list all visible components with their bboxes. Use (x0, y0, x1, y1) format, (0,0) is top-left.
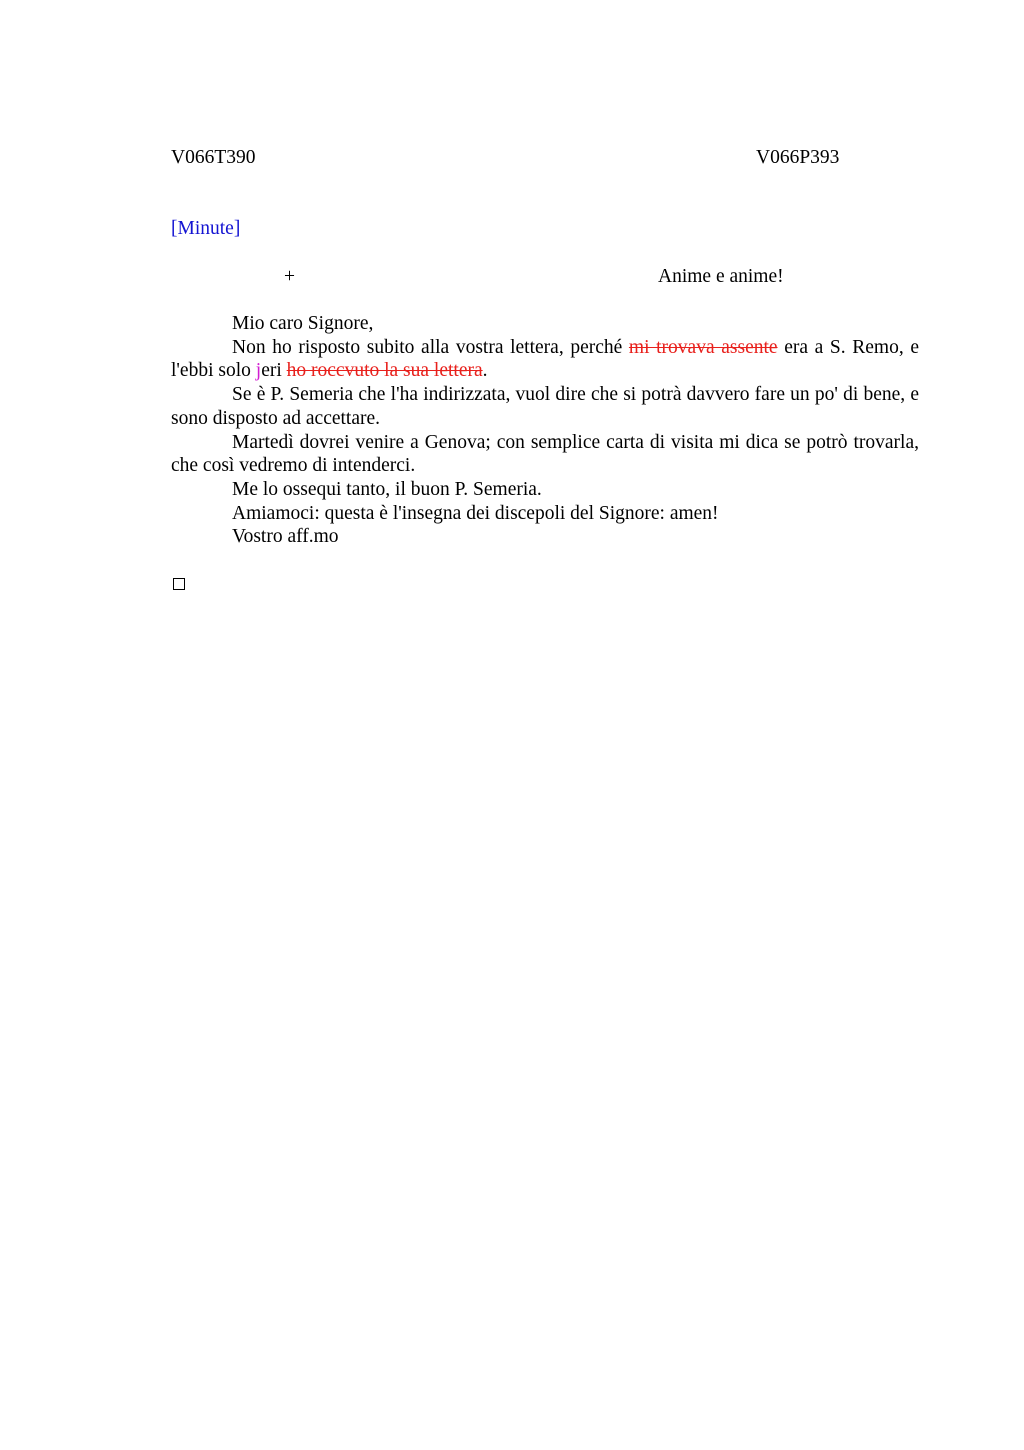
paragraph-2: Se è P. Semeria che l'ha indirizzata, vuol dire che si potrà davvero fare un po' di bene, e sono disposto ad accettare. (171, 384, 919, 429)
inserted-letter: j (255, 360, 262, 382)
paragraph-1-text-c: eri (261, 360, 287, 382)
empty-square-icon (173, 578, 185, 590)
paragraph-1-text-a: Non ho risposto subito alla vostra lettera, perché (232, 336, 629, 358)
paragraph-5: Amiamoci: questa è l'insegna dei discepoli del Signore: amen! (232, 502, 719, 524)
paragraph-1-text-d: . (482, 360, 488, 382)
reference-code-left: V066T390 (171, 147, 256, 168)
paragraph-1 (171, 336, 919, 383)
paragraph-3: Martedì dovrei venire a Genova; con semplice carta di visita mi dica se potrò trovarla, che così vedremo di intenderci. (171, 431, 919, 477)
salutation: Mio caro Signore, (232, 313, 374, 334)
minute-label: [Minute] (171, 218, 241, 239)
deleted-text-2: ho roccvuto la sua lettera (286, 360, 483, 382)
closing: Vostro aff.mo (232, 526, 339, 548)
paragraph-1-text-b: era a S. Remo, e l'ebbi solo (171, 336, 920, 382)
letter-body (171, 312, 919, 549)
motto: Anime e anime! (658, 266, 784, 287)
paragraph-4: Me lo ossequi tanto, il buon P. Semeria. (232, 478, 542, 500)
deleted-text-1: mi trovava assente (628, 336, 778, 358)
cross-symbol: + (284, 266, 295, 287)
reference-code-right: V066P393 (756, 147, 840, 168)
